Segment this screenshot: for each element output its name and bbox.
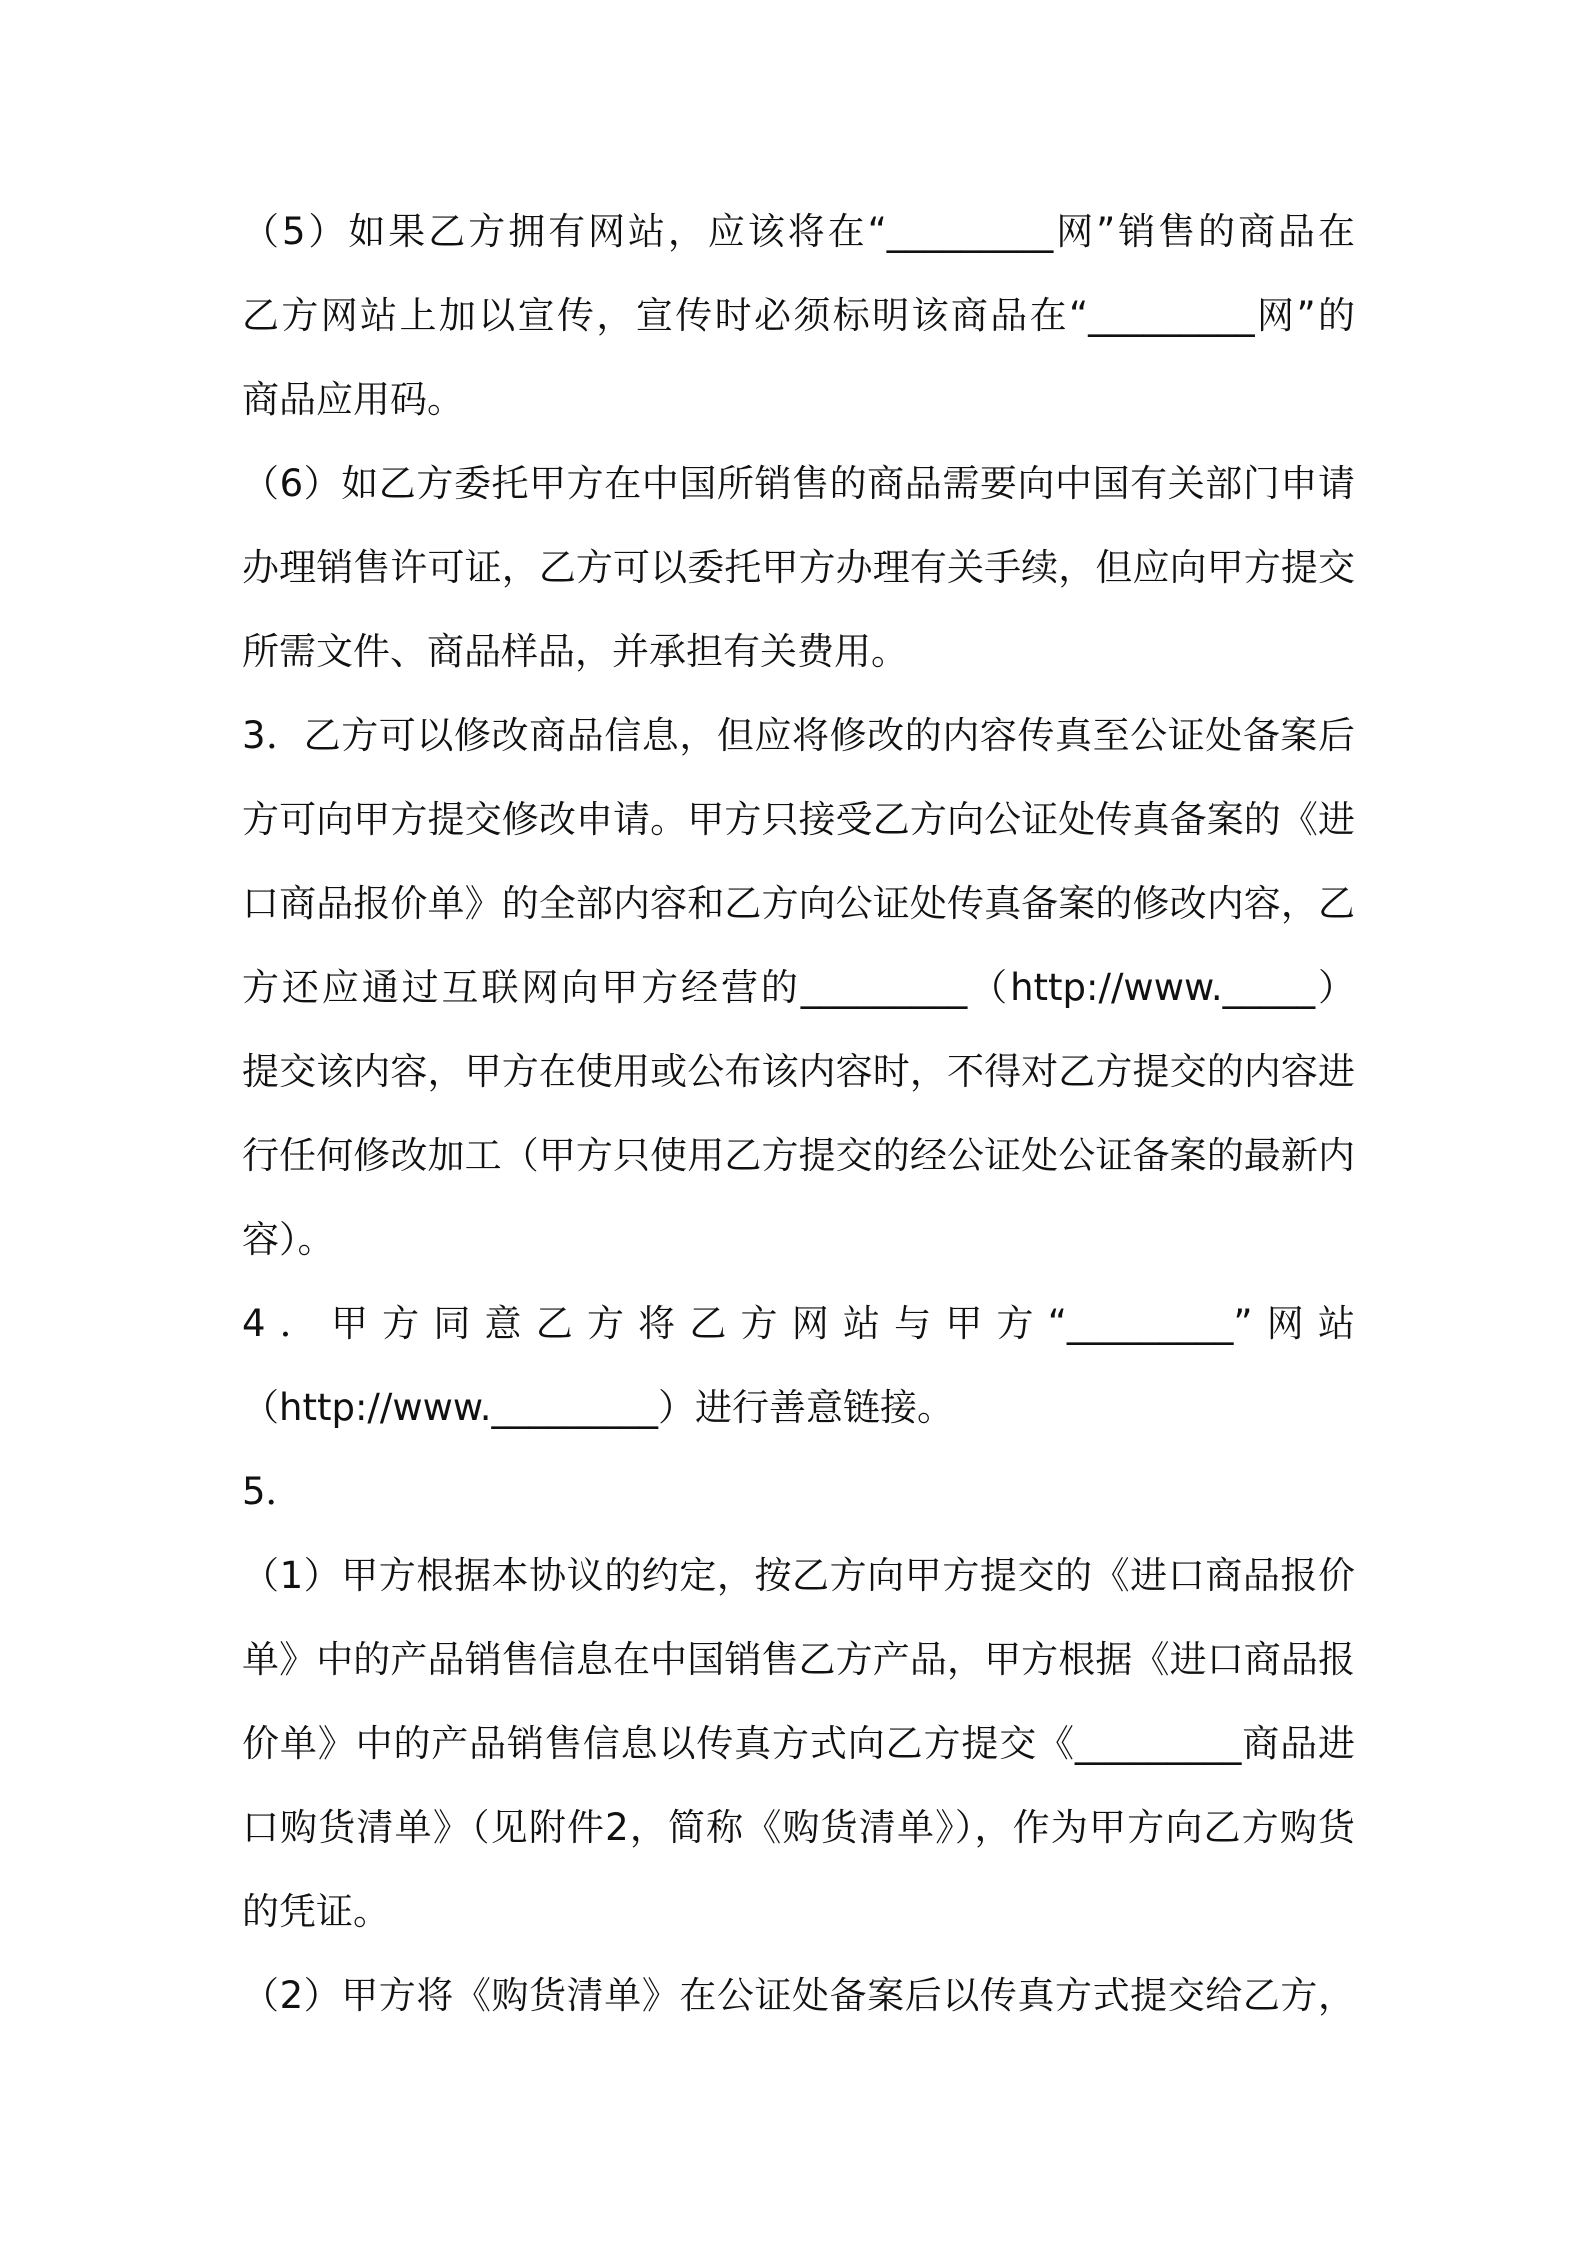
text-line: 方还应通过互联网向甲方经营的_________（http://www._____）	[242, 966, 1355, 1009]
text-line: （http://www._________）进行善意链接。	[242, 1386, 954, 1429]
paragraph-item-5	[242, 190, 1355, 442]
text-line: 4．甲方同意乙方将乙方网站与甲方“_________”网站	[242, 1302, 1355, 1345]
text-line: 商品应用码。	[242, 378, 464, 421]
clause-5-item-2	[242, 1954, 1355, 2038]
text-line: 5．	[242, 1470, 303, 1513]
document-page	[242, 190, 1355, 2038]
text-line: 提交该内容，甲方在使用或公布该内容时，不得对乙方提交的内容进	[242, 1050, 1355, 1093]
text-line: 乙方网站上加以宣传，宣传时必须标明该商品在“_________网”的	[242, 294, 1355, 337]
text-line: 办理销售许可证，乙方可以委托甲方办理有关手续，但应向甲方提交	[242, 546, 1355, 589]
text-line: 方可向甲方提交修改申请。甲方只接受乙方向公证处传真备案的《进	[242, 798, 1355, 841]
text-line: （6）如乙方委托甲方在中国所销售的商品需要向中国有关部门申请	[242, 462, 1355, 505]
text-line: 3．乙方可以修改商品信息，但应将修改的内容传真至公证处备案后	[242, 714, 1355, 757]
clause-3	[242, 694, 1355, 1282]
text-line: 行任何修改加工（甲方只使用乙方提交的经公证处公证备案的最新内	[242, 1134, 1355, 1177]
text-line: 价单》中的产品销售信息以传真方式向乙方提交《_________商品进	[242, 1722, 1355, 1765]
text-line: 口购货清单》（见附件2，简称《购货清单》），作为甲方向乙方购货	[242, 1806, 1355, 1849]
text-line: 口商品报价单》的全部内容和乙方向公证处传真备案的修改内容，乙	[242, 882, 1355, 925]
text-line: 容）。	[242, 1218, 335, 1261]
text-line: 所需文件、商品样品，并承担有关费用。	[242, 630, 908, 673]
text-line: （5）如果乙方拥有网站，应该将在“_________网”销售的商品在	[242, 210, 1355, 253]
text-line: 的凭证。	[242, 1890, 390, 1933]
clause-4	[242, 1282, 1355, 1450]
paragraph-item-6	[242, 442, 1355, 694]
text-line: （1）甲方根据本协议的约定，按乙方向甲方提交的《进口商品报价	[242, 1554, 1355, 1597]
text-line: 单》中的产品销售信息在中国销售乙方产品，甲方根据《进口商品报	[242, 1638, 1355, 1681]
clause-5	[242, 1450, 1355, 1534]
text-line: （2）甲方将《购货清单》在公证处备案后以传真方式提交给乙方，	[242, 1974, 1355, 2017]
clause-5-item-1	[242, 1534, 1355, 1954]
